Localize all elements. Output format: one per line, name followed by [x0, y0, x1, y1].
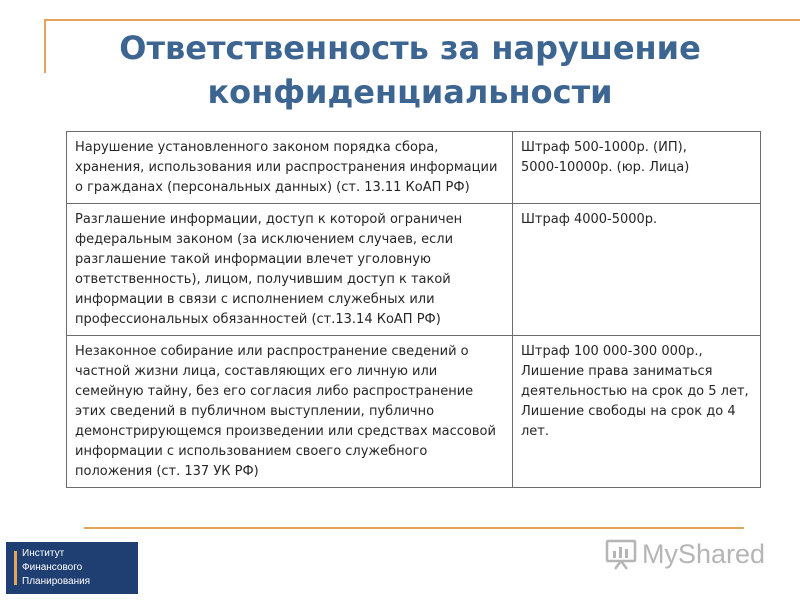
watermark [604, 537, 765, 571]
top-decor-line [46, 19, 800, 21]
slide-title: Ответственность за нарушение конфиденциальности [119, 29, 701, 111]
penalty-cell [513, 132, 761, 204]
penalty-text: Штраф 4000-5000р. [521, 212, 658, 227]
penalty-text: Штраф 100 000-300 000р., Лишение права заниматься деятельностью на срок до 5 лет, Лишение свободы на срок до 4 лет. [521, 344, 749, 439]
violation-cell [67, 132, 513, 204]
penalty-cell [513, 204, 761, 336]
bottom-decor-line [84, 527, 744, 529]
penalties-table [66, 131, 761, 488]
logo-accent-bar [14, 551, 17, 585]
presentation-board-icon [604, 537, 638, 571]
violation-text: Незаконное собирание или распространение сведений о частной жизни лица, составляющих его личную или семейную тайну, без его согласия либо распространение этих сведений в публичном выступлении, публично демонстрирующемся произведении или средствах массовой информации с использованием своего служебного положения (ст. 137 УК РФ) [75, 344, 496, 479]
table-row [67, 204, 761, 336]
penalty-text: Штраф 500-1000р. (ИП), 5000-10000р. (юр. Лица) [521, 140, 690, 175]
table-row [67, 336, 761, 488]
violation-cell [67, 336, 513, 488]
violation-text: Нарушение установленного законом порядка сбора, хранения, использования или распространения информации о гражданах (персональных данных) (ст. 13.11 КоАП РФ) [75, 140, 498, 195]
violation-cell [67, 204, 513, 336]
logo-text: Институт Финансового Планирования [22, 548, 91, 587]
table-row [67, 132, 761, 204]
watermark-text: MyShared [642, 538, 766, 569]
institute-logo [6, 542, 138, 594]
violation-text: Разглашение информации, доступ к которой ограничен федеральным законом (за исключением случаев, если разглашение такой информации влечет уголовную ответственность), лицом, получившим доступ к такой информации в связи с исполнением служебных или профессиональных обязанностей (ст.13.14 КоАП РФ) [75, 212, 463, 327]
left-decor-line [44, 19, 46, 73]
penalty-cell [513, 336, 761, 488]
